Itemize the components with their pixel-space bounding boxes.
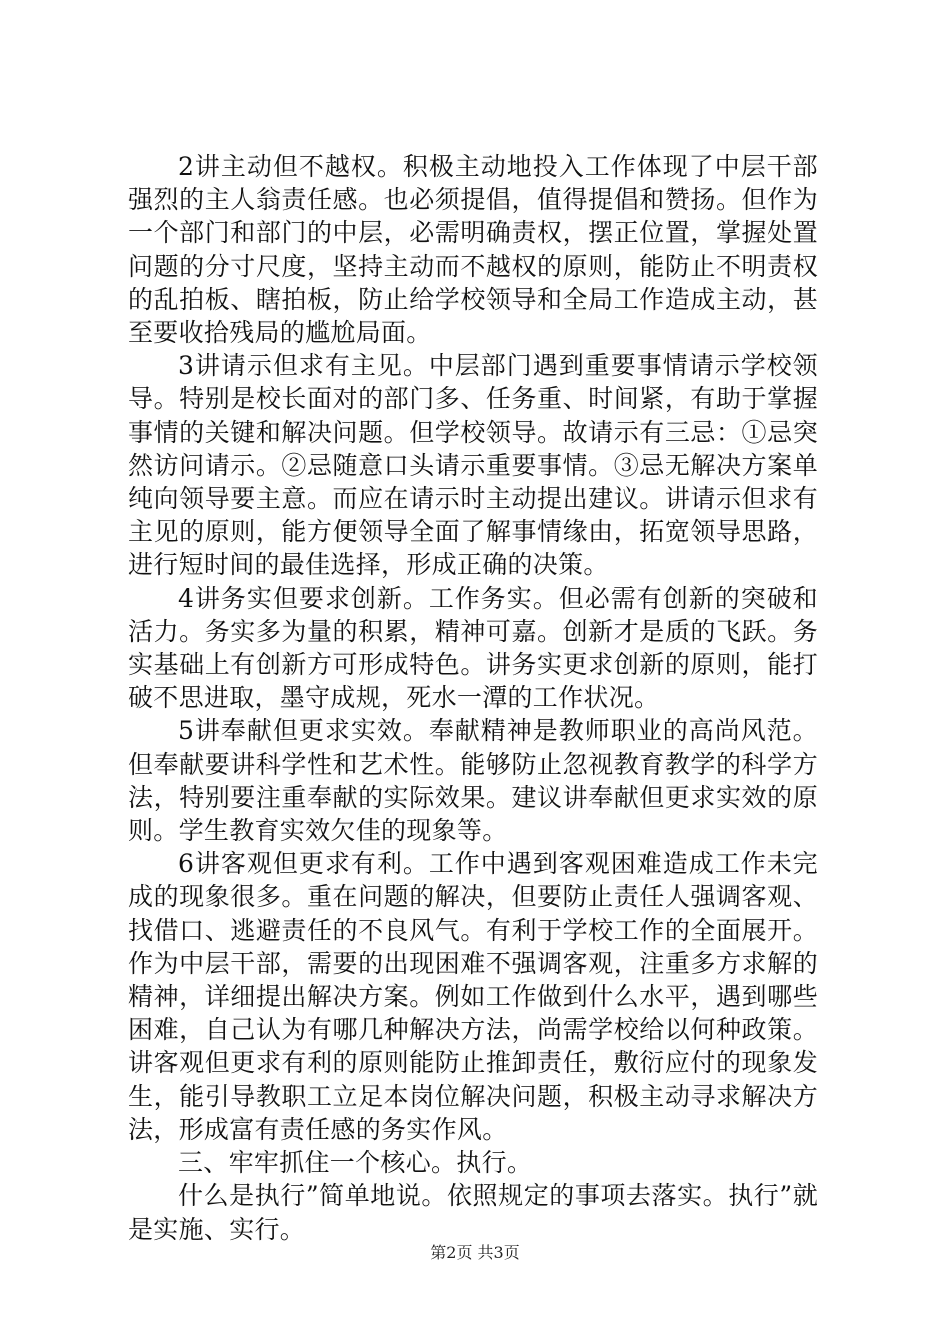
paragraph-point-6: 6讲客观但更求有利。工作中遇到客观困难造成工作未完成的现象很多。重在问题的解决，但要防止责任人强调客观、找借口、逃避责任的不良风气。有利于学校工作的全面展开。作为中层干部，需要的出现困难不强调客观，注重多方求解的精神，详细提出解决方案。例如工作做到什么水平，遇到哪些困难，自己认为有哪几种解决方法，尚需学校给以何种政策。讲客观但更求有利的原则能防止推卸责任，敷衍应付的现象发生，能引导教职工立足本岗位解决问题，积极主动寻求解决方法，形成富有责任感的务实作风。 [128, 849, 818, 1144]
paragraph-point-3: 3讲请示但求有主见。中层部门遇到重要事情请示学校领导。特别是校长面对的部门多、任务重、时间紧，有助于掌握事情的关键和解决问题。但学校领导。故请示有三忌：①忌突然访问请示。②忌随意口头请示重要事情。③忌无解决方案单纯向领导要主意。而应在请示时主动提出建议。讲请示但求有主见的原则，能方便领导全面了解事情缘由，拓宽领导思路，进行短时间的最佳选择，形成正确的决策。 [128, 351, 818, 580]
paragraph-point-4: 4讲务实但要求创新。工作务实。但必需有创新的突破和活力。务实多为量的积累，精神可嘉。创新才是质的飞跃。务实基础上有创新方可形成特色。讲务实更求创新的原则，能打破不思进取，墨守成规，死水一潭的工作状况。 [128, 583, 818, 713]
document-body [128, 150, 818, 1246]
paragraph-point-2: 2讲主动但不越权。积极主动地投入工作体现了中层干部强烈的主人翁责任感。也必须提倡，值得提倡和赞扬。但作为一个部门和部门的中层，必需明确责权，摆正位置，掌握处置问题的分寸尺度，坚持主动而不越权的原则，能防止不明责权的乱拍板、瞎拍板，防止给学校领导和全局工作造成主动，甚至要收拾残局的尴尬局面。 [128, 152, 818, 348]
page-footer: 第2页 共3页 [430, 1243, 520, 1262]
paragraph-execution: 什么是执行”简单地说。依照规定的事项去落实。执行”就是实施、实行。 [128, 1181, 818, 1244]
section-heading-3: 三、牢牢抓住一个核心。执行。 [178, 1148, 533, 1178]
paragraph-point-5: 5讲奉献但更求实效。奉献精神是教师职业的高尚风范。但奉献要讲科学性和艺术性。能够防止忽视教育教学的科学方法，特别要注重奉献的实际效果。建议讲奉献但更求实效的原则。学生教育实效欠佳的现象等。 [128, 716, 818, 846]
